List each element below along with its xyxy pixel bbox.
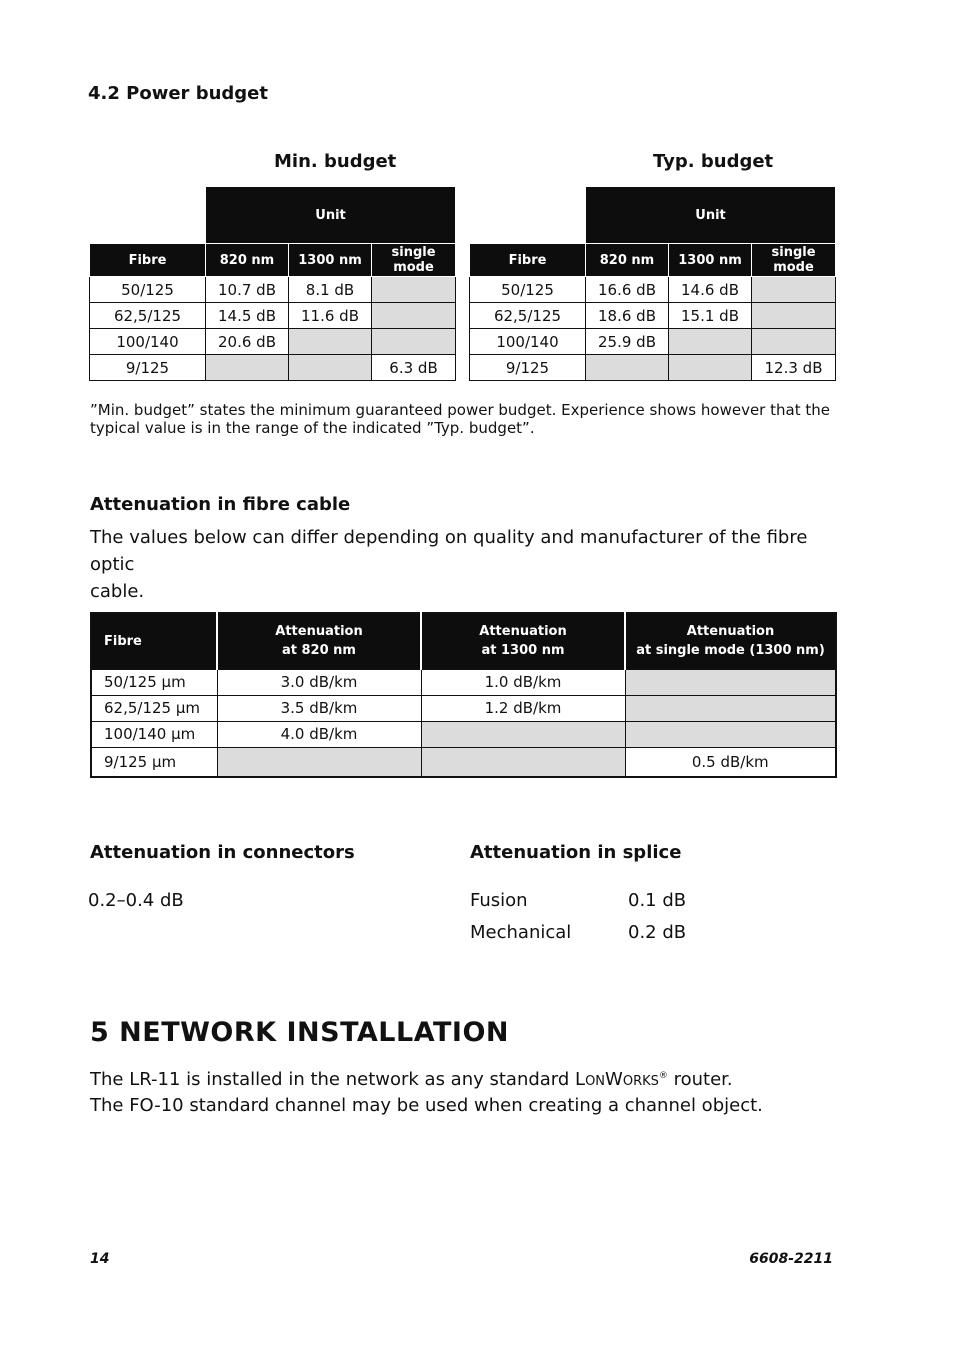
- unit-header: Unit: [586, 187, 836, 244]
- value-cell: 4.0 dB/km: [217, 721, 421, 747]
- network-line-2: The FO-10 standard channel may be used when creating a channel object.: [90, 1095, 763, 1116]
- empty-cell: [372, 329, 456, 355]
- value-cell: 15.1 dB: [669, 303, 752, 329]
- col-sm-header: single mode: [752, 244, 836, 277]
- value-cell: 18.6 dB: [586, 303, 669, 329]
- empty-cell: [752, 329, 836, 355]
- empty-cell: [421, 747, 625, 777]
- empty-cell: [625, 669, 836, 695]
- value-cell: 1.2 dB/km: [421, 695, 625, 721]
- intro-line: The values below can differ depending on quality and manufacturer of the fibre optic: [90, 527, 808, 575]
- empty-cell: [625, 695, 836, 721]
- empty-cell: [669, 355, 752, 381]
- empty-cell: [752, 277, 836, 303]
- col-sm-header: Attenuation at single mode (1300 nm): [625, 613, 836, 669]
- fibre-cell: 50/125 µm: [91, 669, 217, 695]
- connectors-value: 0.2–0.4 dB: [88, 890, 184, 911]
- chapter-title: 5 NETWORK INSTALLATION: [90, 1017, 510, 1048]
- table-row: [91, 669, 836, 695]
- table-row: [91, 747, 836, 777]
- value-cell: 10.7 dB: [206, 277, 289, 303]
- min-budget-heading: Min. budget: [274, 151, 397, 172]
- fibre-cell: 9/125: [470, 355, 586, 381]
- table-row: [91, 721, 836, 747]
- fibre-cell: 50/125: [470, 277, 586, 303]
- splice-mechanical-label: Mechanical: [470, 922, 572, 943]
- table-row: [91, 695, 836, 721]
- value-cell: 20.6 dB: [206, 329, 289, 355]
- col-1300-header: Attenuation at 1300 nm: [421, 613, 625, 669]
- fibre-header: Fibre: [90, 244, 206, 277]
- fibre-cell: 50/125: [90, 277, 206, 303]
- attenuation-splice-heading: Attenuation in splice: [470, 842, 682, 863]
- document-number: 6608-2211: [749, 1251, 833, 1267]
- table-row: [90, 303, 456, 329]
- splice-fusion-label: Fusion: [470, 890, 528, 911]
- fibre-cell: 100/140: [470, 329, 586, 355]
- table-row: [470, 329, 836, 355]
- value-cell: 3.5 dB/km: [217, 695, 421, 721]
- page-number: 14: [90, 1251, 110, 1267]
- network-paragraph: [90, 1063, 870, 1119]
- empty-cell: [217, 747, 421, 777]
- empty-cell: [421, 721, 625, 747]
- empty-cell: [289, 329, 372, 355]
- note-line: ”Min. budget” states the minimum guaranteed power budget. Experience shows however that the: [90, 401, 830, 419]
- table-row: [90, 277, 456, 303]
- value-cell: 8.1 dB: [289, 277, 372, 303]
- typ-budget-table: [469, 186, 836, 381]
- table-row: [90, 329, 456, 355]
- fibre-header: Fibre: [91, 613, 217, 669]
- value-cell: 1.0 dB/km: [421, 669, 625, 695]
- section-title: 4.2 Power budget: [88, 83, 268, 104]
- attenuation-cable-heading: Attenuation in fibre cable: [90, 494, 351, 515]
- fibre-cell: 62,5/125 µm: [91, 695, 217, 721]
- col-sm-header: single mode: [372, 244, 456, 277]
- fibre-cell: 62,5/125: [90, 303, 206, 329]
- value-cell: 0.5 dB/km: [625, 747, 836, 777]
- empty-cell: [625, 721, 836, 747]
- value-cell: 12.3 dB: [752, 355, 836, 381]
- table-row: [470, 355, 836, 381]
- fibre-cell: 62,5/125: [470, 303, 586, 329]
- fibre-cell: 9/125: [90, 355, 206, 381]
- splice-fusion-value: 0.1 dB: [628, 890, 687, 911]
- empty-cell: [752, 303, 836, 329]
- value-cell: 3.0 dB/km: [217, 669, 421, 695]
- fibre-cell: 100/140: [90, 329, 206, 355]
- value-cell: 16.6 dB: [586, 277, 669, 303]
- empty-cell: [586, 355, 669, 381]
- fibre-cell: 100/140 µm: [91, 721, 217, 747]
- value-cell: 14.6 dB: [669, 277, 752, 303]
- col-820-header: 820 nm: [586, 244, 669, 277]
- min-budget-table: [89, 186, 456, 381]
- col-1300-header: 1300 nm: [669, 244, 752, 277]
- col-820-header: 820 nm: [206, 244, 289, 277]
- typ-budget-heading: Typ. budget: [653, 151, 774, 172]
- attenuation-cable-intro: [90, 524, 850, 605]
- splice-mechanical-value: 0.2 dB: [628, 922, 687, 943]
- attenuation-connectors-heading: Attenuation in connectors: [90, 842, 355, 863]
- value-cell: 6.3 dB: [372, 355, 456, 381]
- fibre-header: Fibre: [470, 244, 586, 277]
- value-cell: 11.6 dB: [289, 303, 372, 329]
- icon-cell: [470, 187, 586, 244]
- value-cell: 25.9 dB: [586, 329, 669, 355]
- budget-note: [90, 401, 850, 437]
- empty-cell: [669, 329, 752, 355]
- unit-header: Unit: [206, 187, 456, 244]
- table-row: [470, 303, 836, 329]
- note-line: typical value is in the range of the indicated ”Typ. budget”.: [90, 419, 535, 437]
- intro-line: cable.: [90, 581, 145, 602]
- col-1300-header: 1300 nm: [289, 244, 372, 277]
- table-row: [470, 277, 836, 303]
- empty-cell: [372, 303, 456, 329]
- icon-cell: [90, 187, 206, 244]
- empty-cell: [206, 355, 289, 381]
- table-row: [90, 355, 456, 381]
- empty-cell: [289, 355, 372, 381]
- network-line-1: The LR-11 is installed in the network as any standard LONWORKS® router.: [90, 1069, 733, 1090]
- col-820-header: Attenuation at 820 nm: [217, 613, 421, 669]
- value-cell: 14.5 dB: [206, 303, 289, 329]
- empty-cell: [372, 277, 456, 303]
- attenuation-table: [90, 612, 837, 778]
- fibre-cell: 9/125 µm: [91, 747, 217, 777]
